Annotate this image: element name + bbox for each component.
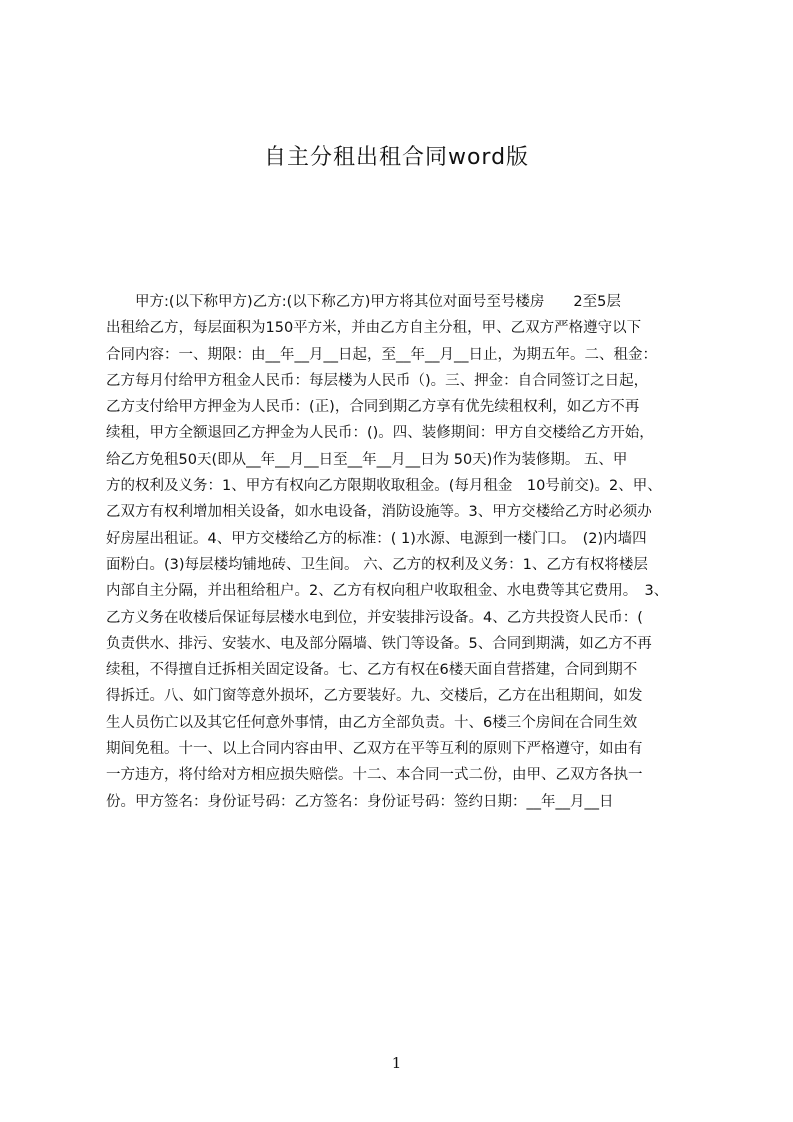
body-line: 乙方义务在收楼后保证每层楼水电到位，并安装排污设备。4、乙方共投资人民币：(: [106, 609, 643, 626]
body-line: 一方违方，将付给对方相应损失赔偿。十二、本合同一式二份，由甲、乙双方各执一: [106, 767, 643, 784]
body-line: 出租给乙方，每层面积为150平方米，并由乙方自主分租，甲、乙双方严格遵守以下: [106, 320, 642, 337]
body-line: 负责供水、排污、安装水、电及部分隔墙、铁门等设备。5、合同到期满，如乙方不再: [106, 635, 652, 652]
body-line: 给乙方免租50天(即从__年__月__日至__年__月__日为 50天)作为装修期。 五、甲: [106, 451, 628, 468]
body-line: 甲方:(以下称甲方)乙方:(以下称乙方)甲方将其位对面号至号楼房 2至5层: [106, 294, 621, 310]
body-line: 合同内容：一、期限：由__年__月__日起，至__年__月__日止，为期五年。二、租金：: [106, 346, 657, 363]
body-line: 乙方支付给甲方押金为人民币：(正)，合同到期乙方享有优先续租权利，如乙方不再: [106, 399, 640, 416]
contract-body: [106, 289, 696, 815]
body-line: 乙方每月付给甲方租金人民币：每层楼为人民币（)。三、押金：自合同签订之日起，: [106, 372, 649, 389]
body-line: 续租，甲方全额退回乙方押金为人民币：()。四、装修期间：甲方自交楼给乙方开始，: [106, 425, 654, 442]
page-number: 1: [391, 1054, 402, 1072]
body-line: 好房屋出租证。4、甲方交楼给乙方的标准：( 1)水源、电源到一楼门口。 (2)内墙四: [106, 530, 647, 547]
body-line: 方的权利及义务：1、甲方有权向乙方限期收取租金。(每月租金 10号前交)。2、甲、: [106, 478, 662, 495]
body-line: 得拆迁。八、如门窗等意外损坏，乙方要装好。九、交楼后，乙方在出租期间，如发: [106, 688, 643, 705]
body-line: 乙双方有权利增加相关设备，如水电设备，消防设施等。3、甲方交楼给乙方时必须办: [106, 504, 652, 521]
body-line: 生人员伤亡以及其它任何意外事情，由乙方全部负责。十、6楼三个房间在合同生效: [106, 714, 638, 731]
body-line: 面粉白。(3)每层楼均铺地砖、卫生间。 六、乙方的权利及义务：1、乙方有权将楼层: [106, 556, 648, 573]
body-line: 份。甲方签名：身份证号码：乙方签名：身份证号码：签约日期：__年__月__日: [106, 793, 614, 810]
body-line: 内部自主分隔，并出租给租户。2、乙方有权向租户收取租金、水电费等其它费用。 3、: [106, 583, 669, 600]
body-line: 续租，不得擅自迁拆相关固定设备。七、乙方有权在6楼天面自营搭建，合同到期不: [106, 662, 638, 679]
body-line: 期间免租。十一、以上合同内容由甲、乙双方在平等互利的原则下严格遵守，如由有: [106, 741, 643, 758]
document-title: 自主分租出租合同word版: [263, 145, 530, 170]
